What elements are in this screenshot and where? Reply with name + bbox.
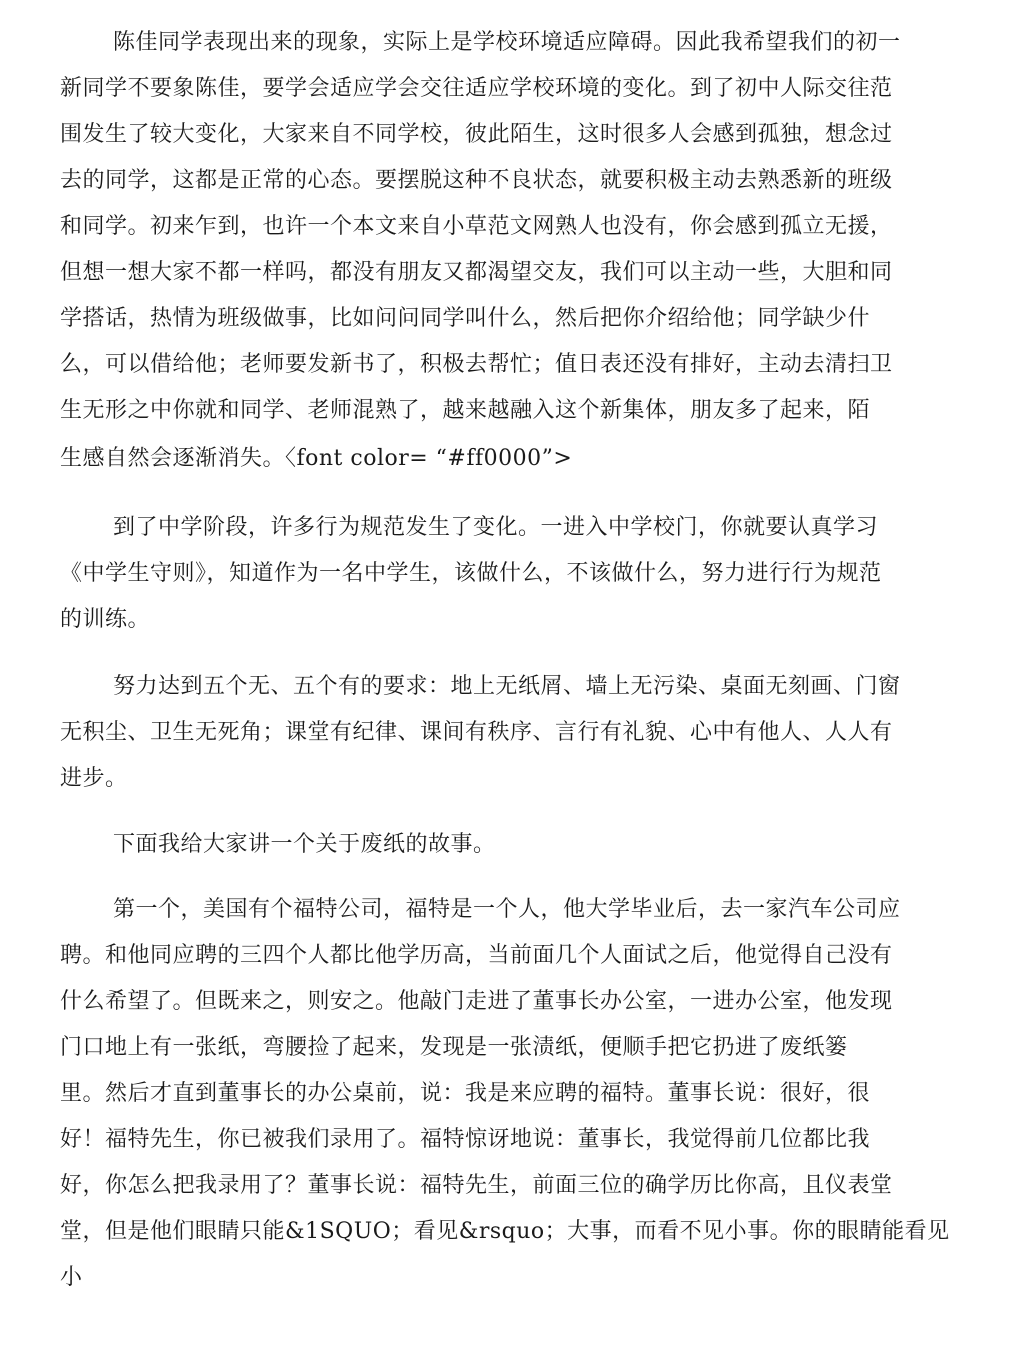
text-line: 和同学。初来乍到，也许一个本文来自小草范文网熟人也没有，你会感到孤立无援， xyxy=(60,214,893,239)
text-line: 下面我给大家讲一个关于废纸的故事。 xyxy=(113,832,496,857)
text-line: 但想一想大家不都一样吗，都没有朋友又都渴望交友，我们可以主动一些，大胆和同 xyxy=(60,260,893,285)
text-line: 学搭话，热情为班级做事，比如问问同学叫什么，然后把你介绍给他；同学缺少什 xyxy=(60,306,871,331)
text-line: 堂，但是他们眼睛只能&1SQUO；看见&rsquo；大事，而看不见小事。你的眼睛能看见 xyxy=(60,1219,950,1244)
text-line: 努力达到五个无、五个有的要求：地上无纸屑、墙上无污染、桌面无刻画、门窗 xyxy=(113,674,901,699)
text-line: 门口地上有一张纸，弯腰捡了起来，发现是一张渍纸，便顺手把它扔进了废纸篓 xyxy=(60,1035,848,1060)
text-line: 围发生了较大变化，大家来自不同学校，彼此陌生，这时很多人会感到孤独，想念过 xyxy=(60,122,893,147)
text-line: 去的同学，这都是正常的心态。要摆脱这种不良状态，就要积极主动去熟悉新的班级 xyxy=(60,168,893,193)
text-line: 新同学不要象陈佳，要学会适应学会交往适应学校环境的变化。到了初中人际交往范 xyxy=(60,76,893,101)
text-line: 第一个，美国有个福特公司，福特是一个人，他大学毕业后，去一家汽车公司应 xyxy=(113,897,901,922)
text-line: 好，你怎么把我录用了？董事长说：福特先生，前面三位的确学历比你高，且仪表堂 xyxy=(60,1173,893,1198)
text-line: 小 xyxy=(60,1265,83,1290)
text-line: 的训练。 xyxy=(60,607,151,632)
text-line: 无积尘、卫生无死角；课堂有纪律、课间有秩序、言行有礼貌、心中有他人、人人有 xyxy=(60,720,893,745)
text-line: 生感自然会逐渐消失。〈font color= “#ff0000”> xyxy=(60,446,573,471)
text-line: 好！福特先生，你已被我们录用了。福特惊讶地说：董事长，我觉得前几位都比我 xyxy=(60,1127,871,1152)
text-line: 《中学生守则》，知道作为一名中学生，该做什么，不该做什么，努力进行行为规范 xyxy=(60,561,882,586)
text-line: 什么希望了。但既来之，则安之。他敲门走进了董事长办公室，一进办公室，他发现 xyxy=(60,989,893,1014)
text-line: 聘。和他同应聘的三四个人都比他学历高，当前面几个人面试之后，他觉得自己没有 xyxy=(60,943,893,968)
text-line: 陈佳同学表现出来的现象，实际上是学校环境适应障碍。因此我希望我们的初一 xyxy=(113,30,901,55)
text-line: 生无形之中你就和同学、老师混熟了，越来越融入这个新集体，朋友多了起来，陌 xyxy=(60,398,871,423)
text-line: 么，可以借给他；老师要发新书了，积极去帮忙；值日表还没有排好，主动去清扫卫 xyxy=(60,352,893,377)
text-line: 进步。 xyxy=(60,766,128,791)
text-line: 里。然后才直到董事长的办公桌前，说：我是来应聘的福特。董事长说：很好，很 xyxy=(60,1081,871,1106)
text-line: 到了中学阶段，许多行为规范发生了变化。一进入中学校门，你就要认真学习 xyxy=(113,515,879,540)
